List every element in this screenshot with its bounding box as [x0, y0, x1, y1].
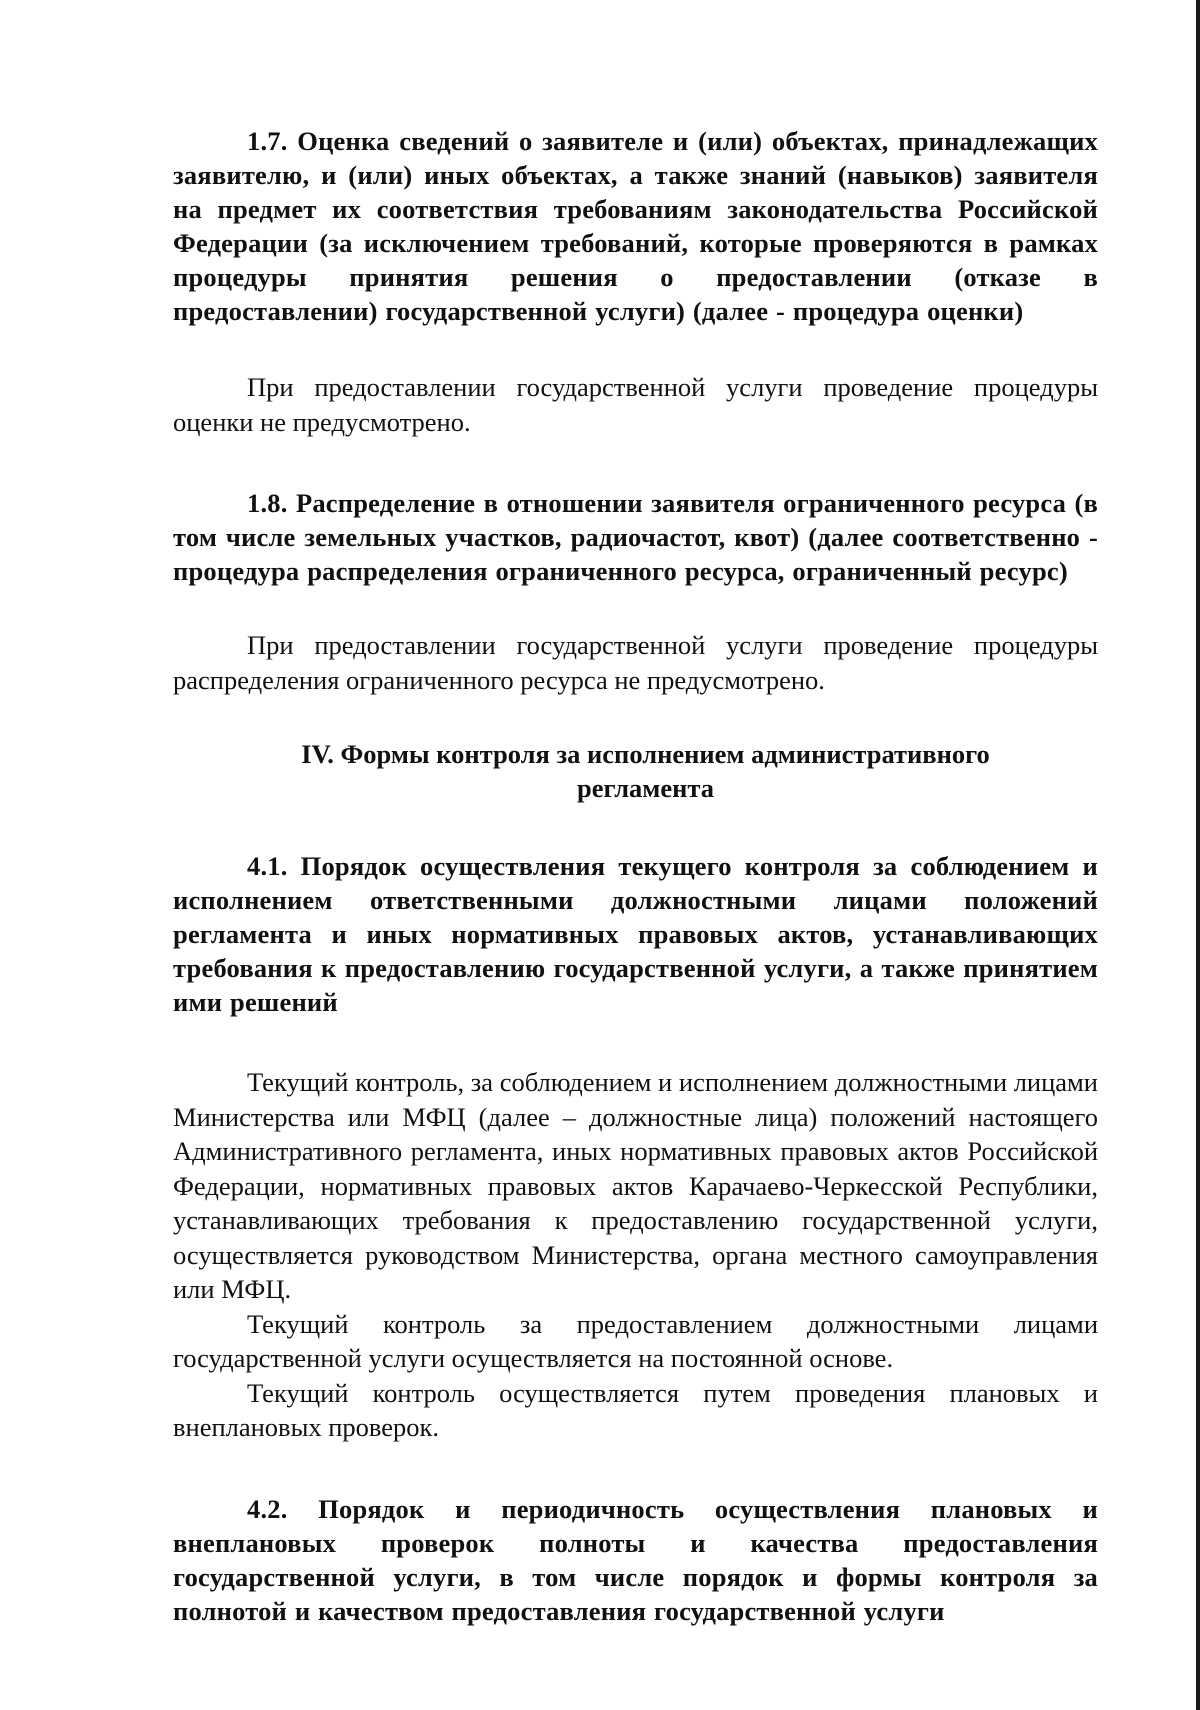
chapter-4-title	[173, 737, 1098, 805]
chapter-4-title-line-1: IV. Формы контроля за исполнением административного	[301, 739, 990, 769]
chapter-4-title-line-2: регламента	[577, 773, 714, 803]
section-4-1-paragraph-3: Текущий контроль осуществляется путем проведения плановых и внеплановых проверок.	[173, 1377, 1098, 1442]
section-1-7-heading: 1.7. Оценка сведений о заявителе и (или) объектах, принадлежащих заявителю, и (или) иных объектах, а также знаний (навыков) заявителя на предмет их соответствия требованиям законодательства Российской Федерации (за исключением требований, которые проверяются в рамках процедуры принятия решения о предоставлении (отказе в предоставлении) государственной услуги) (далее - процедура оценки)	[173, 126, 1098, 326]
document-body	[173, 124, 1098, 1628]
section-4-1-paragraph-2: Текущий контроль за предоставлением должностными лицами государственной услуги осуществляется на постоянной основе.	[173, 1308, 1098, 1373]
scan-edge	[1196, 0, 1200, 1710]
section-1-8-paragraph: При предоставлении государственной услуги проведение процедуры распределения ограниченного ресурса не предусмотрено.	[173, 630, 1098, 695]
section-4-1-heading: 4.1. Порядок осуществления текущего контроля за соблюдением и исполнением ответственными должностными лицами положений регламента и иных нормативных правовых актов, устанавливающих требования к предоставлению государственной услуги, а также принятием ими решений	[173, 851, 1098, 1017]
section-1-8-heading: 1.8. Распределение в отношении заявителя ограниченного ресурса (в том числе земельных участков, радиочастот, квот) (далее соответственно - процедура распределения ограниченного ресурса, ограниченный ресурс)	[173, 488, 1098, 586]
section-1-7-paragraph: При предоставлении государственной услуги проведение процедуры оценки не предусмотрено.	[173, 372, 1098, 437]
section-4-1-paragraph-1: Текущий контроль, за соблюдением и исполнением должностными лицами Министерства или МФЦ (далее – должностные лица) положений настоящего Административного регламента, иных нормативных правовых актов Российской Федерации, нормативных правовых актов Карачаево-Черкесской Республики, устанавливающих требования к предоставлению государственной услуги, осуществляется руководством Министерства, органа местного самоуправления или МФЦ.	[173, 1067, 1098, 1304]
section-4-2-heading: 4.2. Порядок и периодичность осуществления плановых и внеплановых проверок полноты и качества предоставления государственной услуги, в том числе порядок и формы контроля за полнотой и качеством предоставления государственной услуги	[173, 1493, 1098, 1626]
